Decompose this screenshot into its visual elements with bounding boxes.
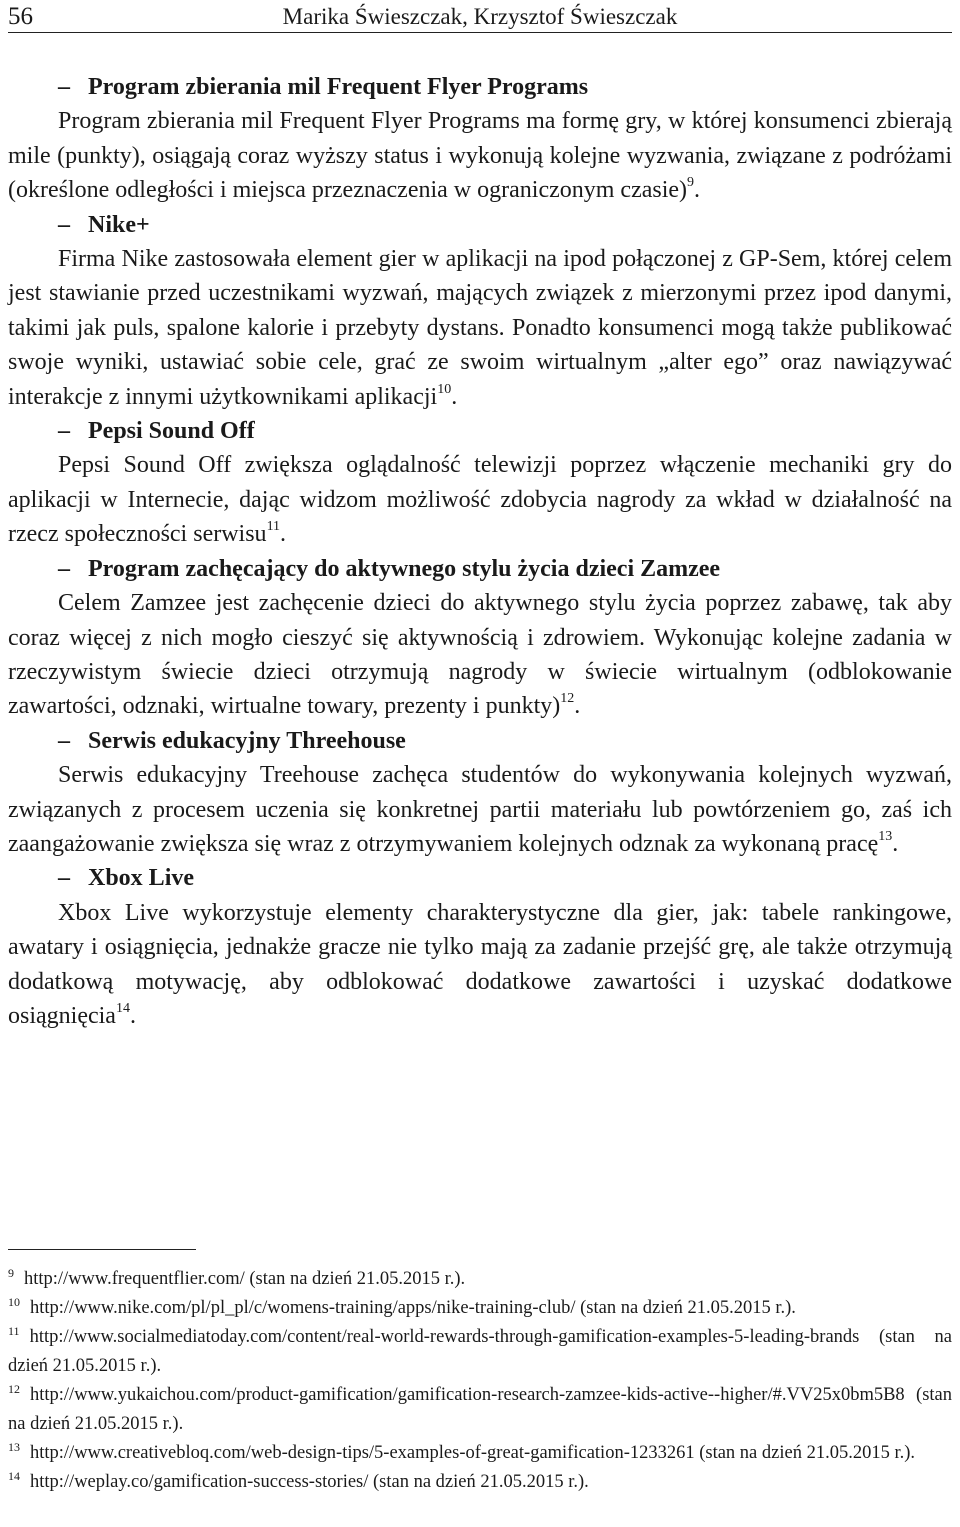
footnote-ref[interactable]: 10 xyxy=(437,381,452,397)
footnote-text[interactable]: http://weplay.co/gamification-success-stories/ (stan na dzień 21.05.2015 r.). xyxy=(30,1472,589,1492)
footnote-number: 11 xyxy=(8,1323,20,1338)
page-number: 56 xyxy=(8,3,33,30)
footnote-number: 10 xyxy=(8,1294,20,1309)
footnote xyxy=(8,1323,952,1381)
footnote-number: 14 xyxy=(8,1468,20,1483)
heading-text: Serwis edukacyjny Threehouse xyxy=(88,727,406,754)
running-title: Marika Świeszczak, Krzysztof Świeszczak xyxy=(282,4,678,29)
dash-marker: – xyxy=(58,74,70,100)
dash-marker: – xyxy=(58,211,70,238)
heading-text: Xbox Live xyxy=(88,865,195,892)
footnote-ref[interactable]: 13 xyxy=(878,828,893,844)
section-paragraph xyxy=(8,242,952,414)
footnote xyxy=(8,1381,952,1439)
section-heading xyxy=(8,861,952,895)
footnote xyxy=(8,1468,952,1497)
paragraph-end: . xyxy=(694,177,701,204)
paragraph-end: . xyxy=(892,830,899,857)
dash-marker: – xyxy=(58,418,70,445)
paragraph-text: Pepsi Sound Off zwiększa oglądalność telewizji poprzez włączenie mechaniki gry do aplikacji w Internecie, dając widzom możliwość zdobycia nagrody za wkład w działalność na rzecz społeczności serwisu xyxy=(8,452,952,548)
heading-text: Program zbierania mil Frequent Flyer Programs xyxy=(88,74,589,100)
section-heading xyxy=(8,552,952,586)
section-pepsi xyxy=(8,414,952,552)
paragraph-end: . xyxy=(574,693,581,720)
footnote-separator xyxy=(8,1249,196,1250)
footnote-text[interactable]: http://www.frequentflier.com/ (stan na dzień 21.05.2015 r.). xyxy=(24,1269,466,1289)
section-heading xyxy=(8,414,952,448)
section-zamzee xyxy=(8,552,952,724)
section-heading xyxy=(8,724,952,758)
footnote-text[interactable]: http://www.creativebloq.com/web-design-tips/5-examples-of-great-gamification-1233261 (stan na dzień 21.05.2015 r.). xyxy=(30,1443,916,1463)
heading-text: Pepsi Sound Off xyxy=(88,418,255,445)
section-frequent-flyer xyxy=(8,70,952,208)
section-treehouse xyxy=(8,724,952,862)
paragraph-text: Program zbierania mil Frequent Flyer Programs ma formę gry, w której konsumenci zbierają mile (punkty), osiągają coraz wyższy status i wykonują kolejne wyzwania, związane z podróżami (określone odległości i miejsca przeznaczenia w ograniczonym czasie) xyxy=(8,108,952,204)
main-text xyxy=(8,70,952,1033)
paragraph-text: Celem Zamzee jest zachęcenie dzieci do aktywnego stylu życia poprzez zabawę, tak aby coraz więcej z nich mogło cieszyć się aktywnością i zdrowiem. Wykonując kolejne zadania w rzeczywistym świecie dzieci otrzymują nagrody w świecie wirtualnym (odblokowanie zawartości, odznaki, wirtualne towary, prezenty i punkty) xyxy=(8,590,952,720)
dash-marker: – xyxy=(58,865,70,892)
footnote xyxy=(8,1265,952,1294)
footnote-text[interactable]: http://www.yukaichou.com/product-gamification/gamification-research-zamzee-kids-active--higher/#.VV25x0bm5B8 (stan na dzień 21.05.2015 r.). xyxy=(8,1385,952,1434)
footnote-ref[interactable]: 11 xyxy=(266,519,281,535)
dash-marker: – xyxy=(58,555,70,582)
paragraph-end: . xyxy=(451,383,458,410)
heading-text: Program zachęcający do aktywnego stylu życia dzieci Zamzee xyxy=(88,555,721,582)
section-heading xyxy=(8,208,952,242)
paragraph-end: . xyxy=(280,521,287,548)
section-heading xyxy=(8,70,952,104)
page-header xyxy=(8,2,952,33)
footnote-ref[interactable]: 14 xyxy=(115,1000,130,1016)
section-nike xyxy=(8,208,952,414)
paragraph-end: . xyxy=(129,1002,136,1029)
footnote-number: 12 xyxy=(8,1381,20,1396)
footnotes xyxy=(8,1265,952,1497)
footnote-ref[interactable]: 12 xyxy=(560,691,575,707)
footnote-number: 13 xyxy=(8,1439,20,1454)
section-paragraph xyxy=(8,448,952,551)
footnote xyxy=(8,1439,952,1468)
paragraph-text: Xbox Live wykorzystuje elementy charakterystyczne dla gier, jak: tabele rankingowe, awatary i osiągnięcia, jednakże gracze nie tylko mają za zadanie przejść grę, ale także otrzymują dodatkową motywację, aby odblokować dodatkowe zawartości i uzyskać dodatkowe osiągnięcia xyxy=(8,899,952,1029)
footnote-number: 9 xyxy=(8,1265,14,1280)
section-paragraph xyxy=(8,104,952,207)
dash-marker: – xyxy=(58,727,70,754)
footnote-ref[interactable]: 9 xyxy=(687,175,695,191)
footnote-text[interactable]: http://www.socialmediatoday.com/content/real-world-rewards-through-gamification-examples-5-leading-brands (stan na dzień 21.05.2015 r.). xyxy=(8,1327,952,1376)
paragraph-text: Firma Nike zastosowała element gier w aplikacji na ipod połączonej z GP-Sem, której celem jest stawianie przed uczestnikami wyzwań, mających związek z mierzonymi przez ipod danymi, takimi jak puls, spalone kalorie i przebyty dystans. Ponadto konsumenci mogą także publikować swoje wyniki, ustawiać sobie cele, grać ze swoim wirtualnym „alter ego” oraz nawiązywać interakcje z innymi użytkownikami aplikacji xyxy=(8,246,952,410)
paragraph-text: Serwis edukacyjny Treehouse zachęca studentów do wykonywania kolejnych wyzwań, związanych z procesem uczenia się konkretnej partii materiału lub powtórzeniem go, zaś ich zaangażowanie zwiększa się wraz z otrzymywaniem kolejnych odznak za wykonaną pracę xyxy=(8,762,952,857)
section-paragraph xyxy=(8,896,952,1034)
section-paragraph xyxy=(8,586,952,724)
section-xbox-live xyxy=(8,861,952,1033)
section-paragraph xyxy=(8,758,952,861)
footnote xyxy=(8,1294,952,1323)
heading-text: Nike+ xyxy=(88,211,150,238)
footnote-text[interactable]: http://www.nike.com/pl/pl_pl/c/womens-training/apps/nike-training-club/ (stan na dzień 21.05.2015 r.). xyxy=(30,1298,796,1318)
